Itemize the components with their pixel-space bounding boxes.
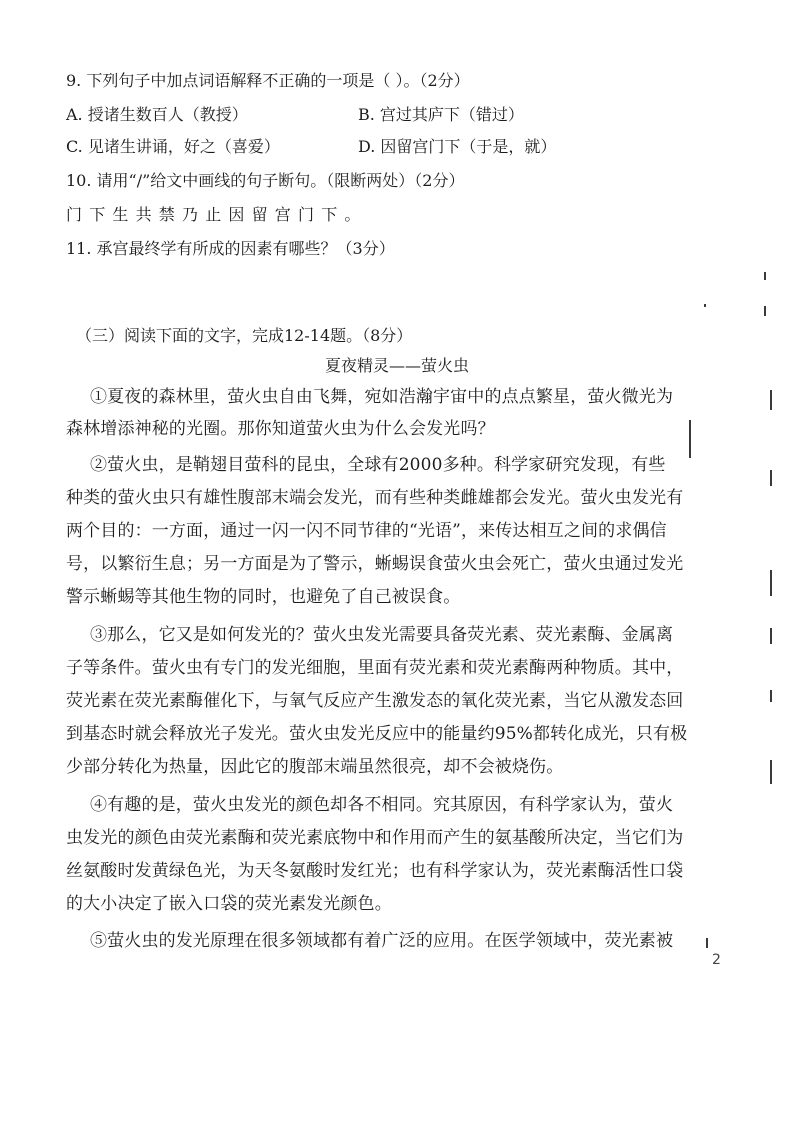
paragraph-3-line-2: 子等条件。萤火虫有专门的发光细胞，里面有荧光素和荧光素酶两种物质。其中， — [66, 658, 684, 678]
paragraph-2-line-1: ②萤火虫，是鞘翅目萤科的昆虫，全球有2000多种。科学家研究发现，有些 — [90, 455, 666, 475]
paragraph-4-line-2: 虫发光的颜色由荧光素酶和荧光素底物中和作用而产生的氨基酸所决定，当它们为 — [66, 828, 684, 848]
paragraph-4-line-4: 的大小决定了嵌入口袋的荧光素发光颜色。 — [66, 894, 392, 914]
paragraph-2-line-4: 号，以繁衍生息；另一方面是为了警示，蜥蜴误食萤火虫会死亡，萤火虫通过发光 — [66, 554, 684, 574]
paragraph-2-line-5: 警示蜥蜴等其他生物的同时，也避免了自己被误食。 — [66, 587, 461, 607]
scan-mark — [770, 570, 772, 596]
paragraph-1-line-1: ①夏夜的森林里，萤火虫自由飞舞，宛如浩瀚宇宙中的点点繁星，萤火微光为 — [90, 387, 674, 407]
scan-mark — [770, 628, 772, 644]
paragraph-3-line-3: 荧光素在荧光素酶催化下，与氧气反应产生激发态的氧化荧光素，当它从激发态回 — [66, 691, 684, 711]
scan-mark — [764, 272, 766, 280]
article-title: 夏夜精灵——萤火虫 — [324, 356, 469, 375]
scan-mark — [704, 304, 706, 307]
section-3-header: （三）阅读下面的文字，完成12-14题。（8分） — [76, 326, 413, 345]
scan-mark — [770, 760, 772, 784]
paragraph-2-line-3: 两个目的：一方面，通过一闪一闪不同节律的“光语”，来传达相互之间的求偶信 — [66, 521, 667, 541]
scan-mark — [689, 420, 691, 458]
question-9-option-b: B. 宫过其庐下（错过） — [358, 105, 524, 124]
scan-mark — [764, 306, 766, 316]
question-9-option-c: C. 见诸生讲诵，好之（喜爱） — [66, 137, 280, 156]
scan-mark — [770, 690, 772, 702]
question-9-option-d: D. 因留宫门下（于是，就） — [358, 137, 557, 156]
question-11-stem: 11. 承宫最终学有所成的因素有哪些？（3分） — [66, 239, 395, 258]
paragraph-5-line-1: ⑤萤火虫的发光原理在很多领域都有着广泛的应用。在医学领域中，荧光素被 — [90, 931, 674, 951]
paragraph-3-line-4: 到基态时就会释放光子发光。萤火虫发光反应中的能量约95%都转化成光，只有极 — [66, 724, 688, 744]
paragraph-1-line-2: 森林增添神秘的光圈。那你知道萤火虫为什么会发光吗？ — [66, 419, 495, 439]
scan-mark — [770, 470, 772, 486]
question-9-option-a: A. 授诸生数百人（教授） — [66, 105, 248, 124]
question-9-stem: 9. 下列句子中加点词语解释不正确的一项是（ ）。（2分） — [66, 71, 470, 90]
question-10-stem: 10. 请用“/”给文中画线的句子断句。（限断两处）（2分） — [66, 171, 465, 190]
page-number: 2 — [712, 952, 721, 968]
scan-mark — [706, 938, 708, 948]
paragraph-4-line-1: ④有趣的是，萤火虫发光的颜色却各不相同。究其原因，有科学家认为，萤火 — [90, 795, 674, 815]
scan-mark — [770, 390, 772, 410]
paragraph-4-line-3: 丝氨酸时发黄绿色光，为天冬氨酸时发红光；也有科学家认为，荧光素酶活性口袋 — [66, 861, 684, 881]
paragraph-3-line-1: ③那么，它又是如何发光的？萤火虫发光需要具备荧光素、荧光素酶、金属离 — [90, 625, 674, 645]
paragraph-3-line-5: 少部分转化为热量，因此它的腹部末端虽然很亮，却不会被烧伤。 — [66, 757, 564, 777]
paragraph-2-line-2: 种类的萤火虫只有雄性腹部末端会发光，而有些种类雌雄都会发光。萤火虫发光有 — [66, 488, 684, 508]
question-10-sentence: 门下生共禁乃止因留宫门下。 — [66, 205, 368, 224]
